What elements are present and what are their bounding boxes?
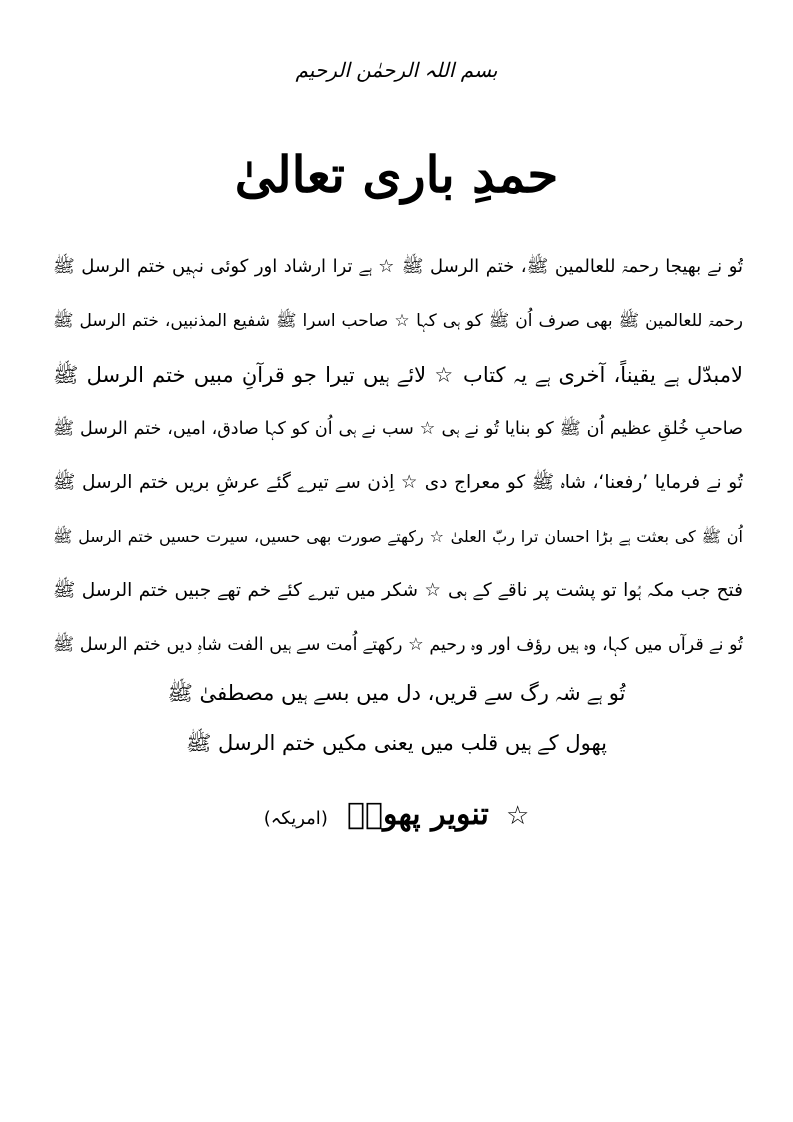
- poem-title: حمدِ باری تعالیٰ: [234, 145, 559, 204]
- verse-line: رحمۃ للعالمین ﷺ بھی صرف اُن ﷺ کو ہی کہا ☆ صاحب اسرا ﷺ شفیع المذنبیں، ختم الرسل ﷺ: [53, 311, 743, 331]
- poet-name: تنویر پھولؔ: [346, 797, 489, 832]
- bismillah-heading: بسم اللہ الرحمٰن الرحیم: [295, 58, 498, 82]
- verse-line: تُو نے فرمایا ’رفعنا‘، شاہ ﷺ کو معراج دی ☆ اِذن سے تیرے گئے عرشِ بریں ختم الرسل ﷺ: [53, 472, 743, 493]
- star-icon: ☆: [505, 801, 530, 831]
- verse-line: تُو نے بھیجا رحمۃ للعالمین ﷺ، ختم الرسل ﷺ ☆ ہے ترا ارشاد اور کوئی نہیں ختم الرسل ﷺ: [53, 256, 743, 277]
- verse-line: لامبدّل ہے یقیناً، آخری ہے یہ کتاب ☆ لائے ہیں تیرا جو قرآنِ مبیں ختم الرسل ﷺ: [53, 363, 743, 387]
- verse-list: [53, 240, 743, 672]
- verse-line: اُن ﷺ کی بعثت ہے بڑا احسان ترا ربّ العلیٰ ☆ رکھتے صورت بھی حسیں، سیرت حسیں ختم الرسل ﷺ: [53, 527, 743, 546]
- closing-line: پھول کے ہیں قلب میں یعنی مکیں ختم الرسل ﷺ: [186, 731, 607, 755]
- poet-country: (امریکہ): [263, 808, 328, 829]
- verse-line: صاحبِ خُلقِ عظیم اُن ﷺ کو بنایا تُو نے ہی ☆ سب نے ہی اُن کو کہا صادق، امیں، ختم الرسل ﷺ: [53, 419, 743, 439]
- closing-couplet: [0, 668, 793, 768]
- verse-line: فتح جب مکہ ہُوا تو پشت پر ناقے کے ہی ☆ شکر میں تیرے کئے خم تھے جبیں ختم الرسل ﷺ: [53, 580, 743, 601]
- verse-line: تُو نے قرآں میں کہا، وہ ہیں رؤف اور وہ رحیم ☆ رکھتے اُمت سے ہیں الفت شاہِ دیں ختم الرسل ﷺ: [53, 635, 743, 655]
- closing-line: تُو ہے شہ رگ سے قریں، دل میں بسے ہیں مصطفیٰ ﷺ: [167, 681, 626, 705]
- poet-signature: [0, 790, 793, 840]
